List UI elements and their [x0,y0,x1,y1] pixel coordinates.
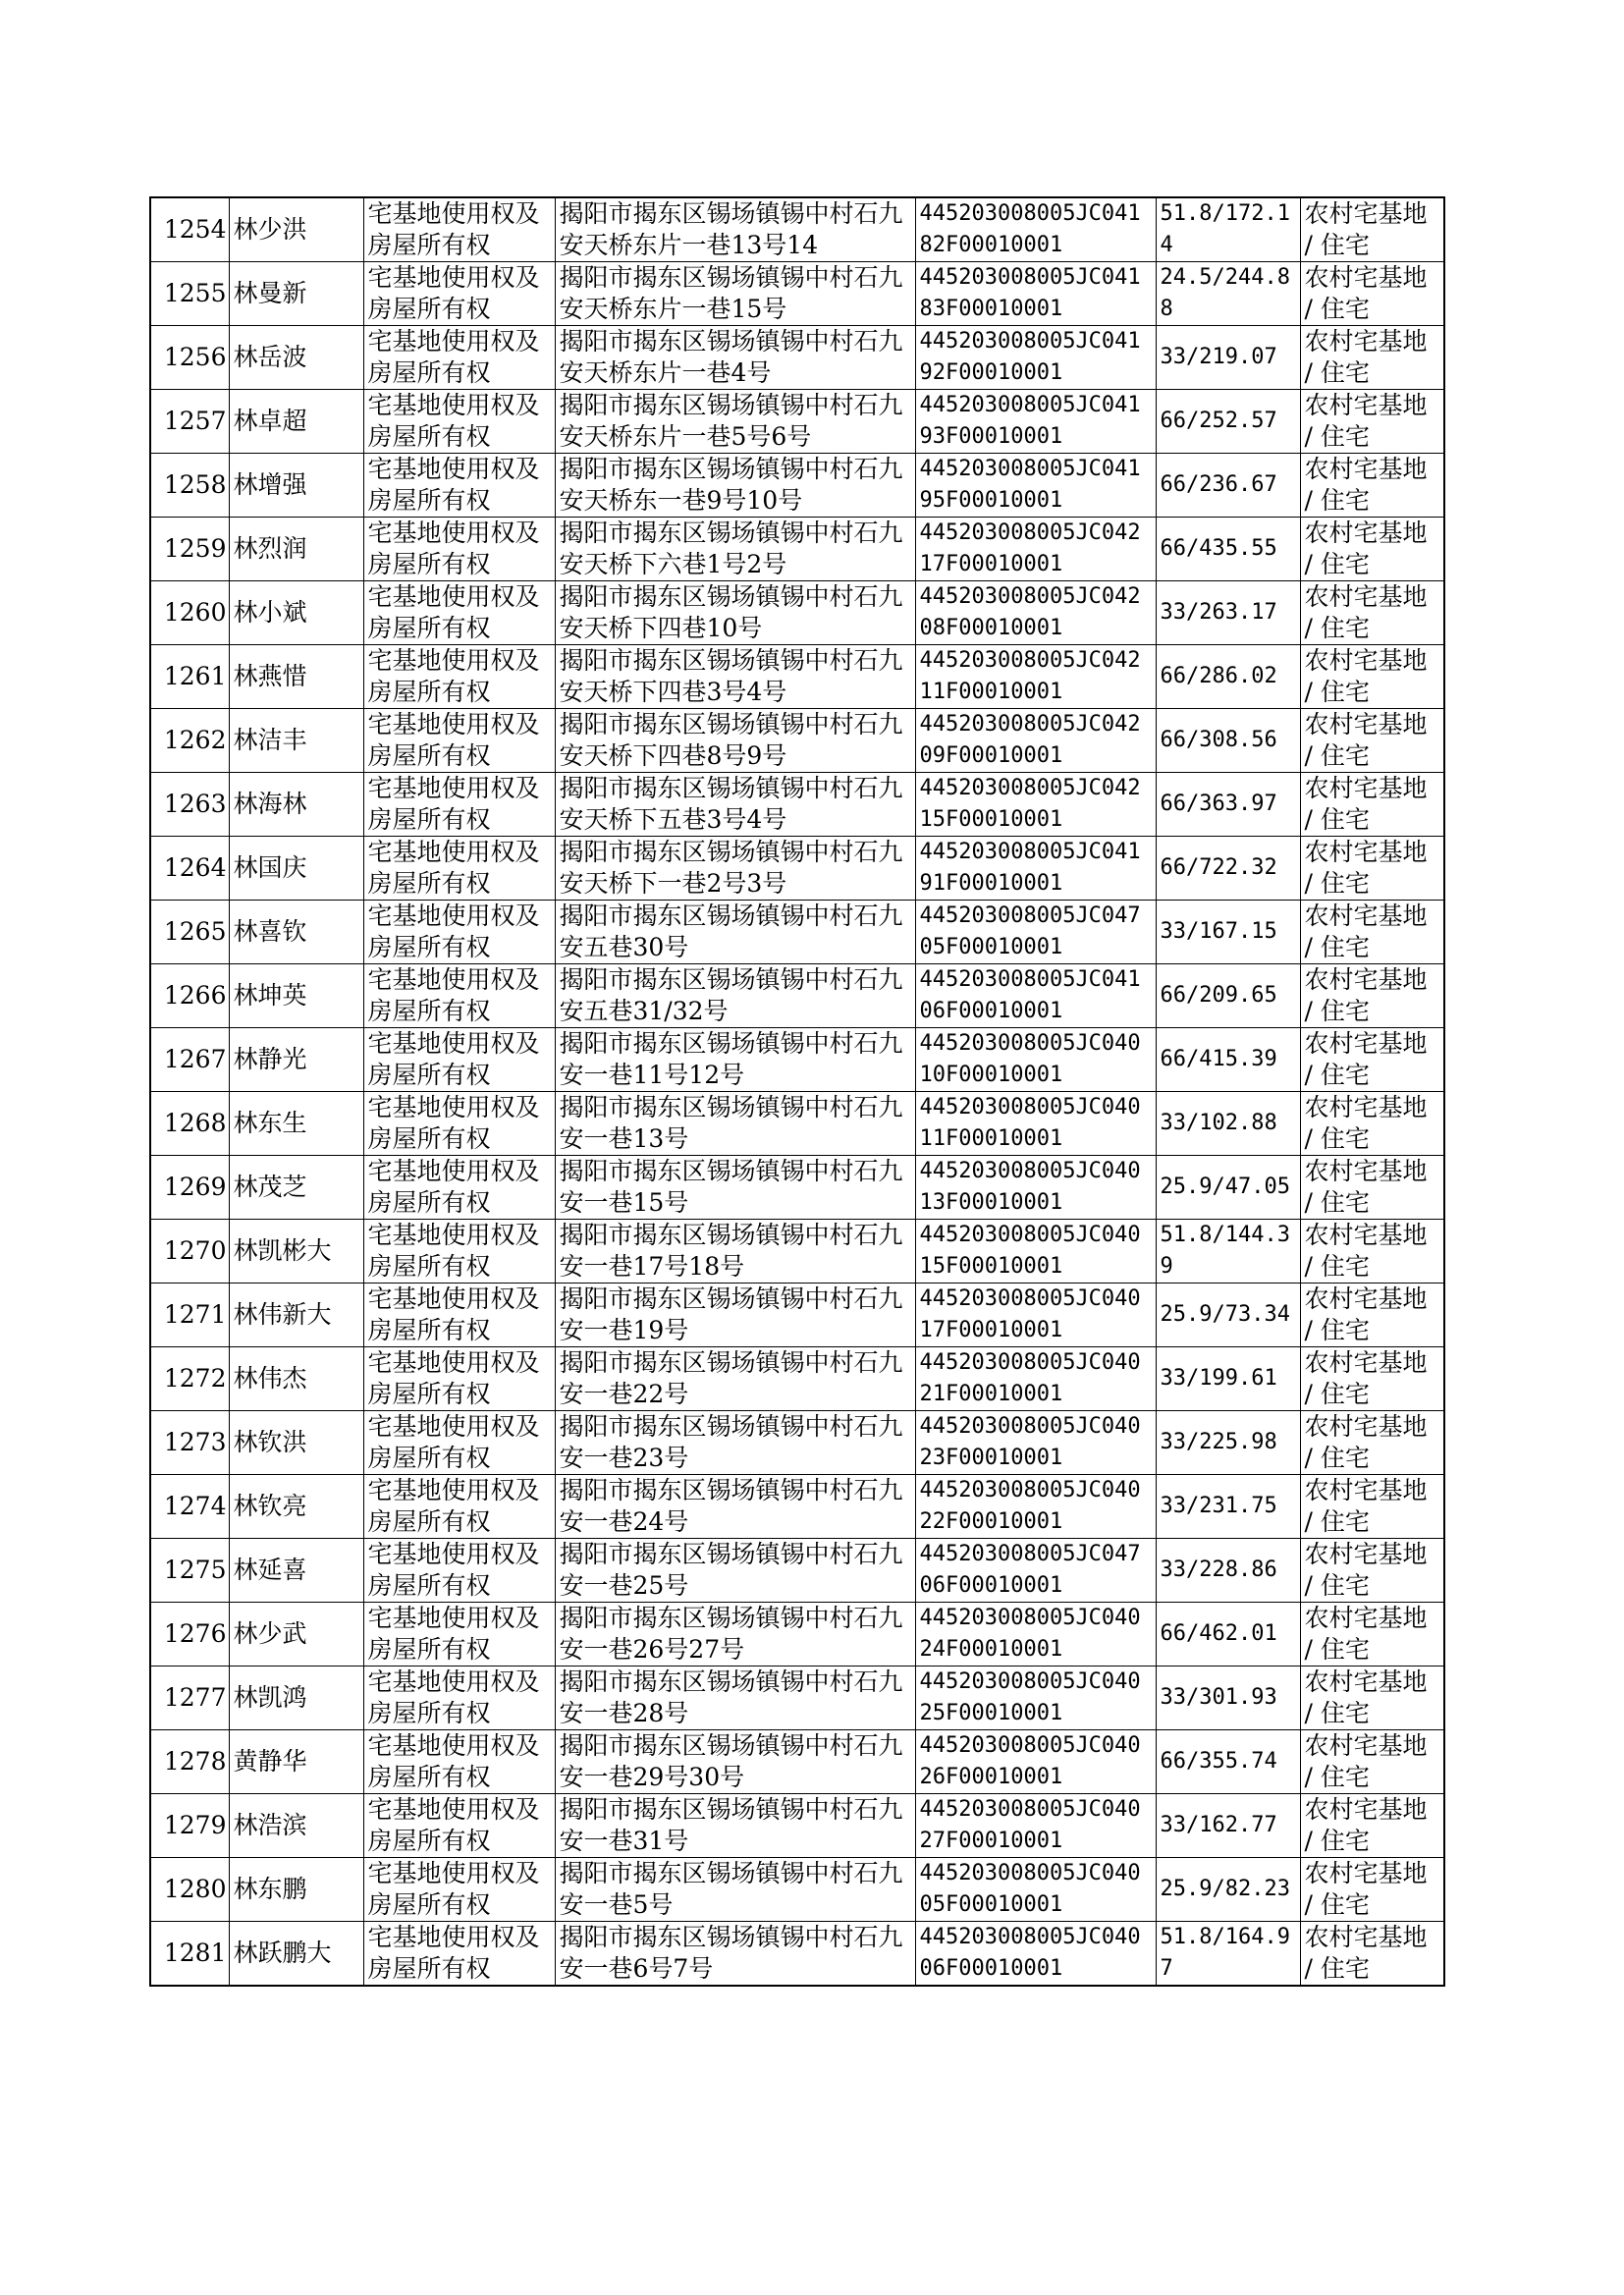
unit-code-cell: 445203008005JC04706F00010001 [915,1539,1156,1603]
owner-name-cell: 林东鹏 [229,1858,363,1922]
land-use-cell: 农村宅基地 / 住宅 [1300,1284,1444,1347]
land-use-cell: 农村宅基地 / 住宅 [1300,1794,1444,1858]
right-type-cell: 宅基地使用权及房屋所有权 [363,1539,555,1603]
property-address-cell: 揭阳市揭东区锡场镇锡中村石九安一巷17号18号 [555,1220,915,1284]
land-use-cell: 农村宅基地 / 住宅 [1300,901,1444,964]
record-number-cell: 1268 [150,1092,229,1156]
right-type-cell: 宅基地使用权及房屋所有权 [363,454,555,518]
area-value-cell: 33/225.98 [1156,1411,1300,1475]
owner-name-cell: 林伟杰 [229,1347,363,1411]
owner-name-cell: 林小斌 [229,581,363,645]
property-address-cell: 揭阳市揭东区锡场镇锡中村石九安天桥下一巷2号3号 [555,837,915,901]
land-use-cell: 农村宅基地 / 住宅 [1300,454,1444,518]
right-type-cell: 宅基地使用权及房屋所有权 [363,390,555,454]
property-address-cell: 揭阳市揭东区锡场镇锡中村石九安一巷22号 [555,1347,915,1411]
table-row [150,709,1444,773]
table-row [150,1028,1444,1092]
right-type-cell: 宅基地使用权及房屋所有权 [363,901,555,964]
property-address-cell: 揭阳市揭东区锡场镇锡中村石九安一巷25号 [555,1539,915,1603]
property-address-cell: 揭阳市揭东区锡场镇锡中村石九安天桥东一巷9号10号 [555,454,915,518]
table-row [150,326,1444,390]
record-number-cell: 1273 [150,1411,229,1475]
table-row [150,1730,1444,1794]
right-type-cell: 宅基地使用权及房屋所有权 [363,1220,555,1284]
land-use-cell: 农村宅基地 / 住宅 [1300,1730,1444,1794]
record-number-cell: 1260 [150,581,229,645]
unit-code-cell: 445203008005JC04183F00010001 [915,262,1156,326]
property-address-cell: 揭阳市揭东区锡场镇锡中村石九安一巷28号 [555,1667,915,1730]
record-number-cell: 1263 [150,773,229,837]
property-address-cell: 揭阳市揭东区锡场镇锡中村石九安一巷24号 [555,1475,915,1539]
table-row [150,197,1444,262]
table-row [150,390,1444,454]
record-number-cell: 1267 [150,1028,229,1092]
owner-name-cell: 林少武 [229,1603,363,1667]
land-use-cell: 农村宅基地 / 住宅 [1300,518,1444,581]
table-row [150,1156,1444,1220]
unit-code-cell: 445203008005JC04010F00010001 [915,1028,1156,1092]
unit-code-cell: 445203008005JC04192F00010001 [915,326,1156,390]
record-number-cell: 1258 [150,454,229,518]
record-number-cell: 1262 [150,709,229,773]
table-row [150,1411,1444,1475]
table-row [150,1092,1444,1156]
area-value-cell: 25.9/47.05 [1156,1156,1300,1220]
right-type-cell: 宅基地使用权及房屋所有权 [363,1667,555,1730]
area-value-cell: 66/209.65 [1156,964,1300,1028]
unit-code-cell: 445203008005JC04017F00010001 [915,1284,1156,1347]
right-type-cell: 宅基地使用权及房屋所有权 [363,1028,555,1092]
area-value-cell: 51.8/144.39 [1156,1220,1300,1284]
unit-code-cell: 445203008005JC04106F00010001 [915,964,1156,1028]
property-address-cell: 揭阳市揭东区锡场镇锡中村石九安天桥下六巷1号2号 [555,518,915,581]
area-value-cell: 66/363.97 [1156,773,1300,837]
owner-name-cell: 林增强 [229,454,363,518]
unit-code-cell: 445203008005JC04195F00010001 [915,454,1156,518]
land-use-cell: 农村宅基地 / 住宅 [1300,645,1444,709]
property-address-cell: 揭阳市揭东区锡场镇锡中村石九安一巷6号7号 [555,1922,915,1987]
owner-name-cell: 林海林 [229,773,363,837]
record-number-cell: 1264 [150,837,229,901]
owner-name-cell: 林少洪 [229,197,363,262]
record-number-cell: 1257 [150,390,229,454]
area-value-cell: 66/435.55 [1156,518,1300,581]
right-type-cell: 宅基地使用权及房屋所有权 [363,1092,555,1156]
property-address-cell: 揭阳市揭东区锡场镇锡中村石九安五巷31/32号 [555,964,915,1028]
unit-code-cell: 445203008005JC04024F00010001 [915,1603,1156,1667]
table-row [150,645,1444,709]
owner-name-cell: 林喜钦 [229,901,363,964]
property-address-cell: 揭阳市揭东区锡场镇锡中村石九安天桥东片一巷13号14 [555,197,915,262]
table-row [150,1539,1444,1603]
owner-name-cell: 林凯鸿 [229,1667,363,1730]
owner-name-cell: 林曼新 [229,262,363,326]
record-number-cell: 1271 [150,1284,229,1347]
unit-code-cell: 445203008005JC04011F00010001 [915,1092,1156,1156]
unit-code-cell: 445203008005JC04211F00010001 [915,645,1156,709]
right-type-cell: 宅基地使用权及房屋所有权 [363,645,555,709]
owner-name-cell: 林岳波 [229,326,363,390]
right-type-cell: 宅基地使用权及房屋所有权 [363,262,555,326]
unit-code-cell: 445203008005JC04208F00010001 [915,581,1156,645]
register-table-body [150,197,1444,1986]
area-value-cell: 66/286.02 [1156,645,1300,709]
area-value-cell: 33/231.75 [1156,1475,1300,1539]
area-value-cell: 66/355.74 [1156,1730,1300,1794]
owner-name-cell: 林钦洪 [229,1411,363,1475]
land-use-cell: 农村宅基地 / 住宅 [1300,837,1444,901]
land-use-cell: 农村宅基地 / 住宅 [1300,390,1444,454]
right-type-cell: 宅基地使用权及房屋所有权 [363,1603,555,1667]
unit-code-cell: 445203008005JC04191F00010001 [915,837,1156,901]
land-use-cell: 农村宅基地 / 住宅 [1300,326,1444,390]
area-value-cell: 24.5/244.88 [1156,262,1300,326]
land-use-cell: 农村宅基地 / 住宅 [1300,709,1444,773]
property-address-cell: 揭阳市揭东区锡场镇锡中村石九安五巷30号 [555,901,915,964]
property-address-cell: 揭阳市揭东区锡场镇锡中村石九安一巷23号 [555,1411,915,1475]
unit-code-cell: 445203008005JC04015F00010001 [915,1220,1156,1284]
owner-name-cell: 林延喜 [229,1539,363,1603]
unit-code-cell: 445203008005JC04193F00010001 [915,390,1156,454]
record-number-cell: 1269 [150,1156,229,1220]
right-type-cell: 宅基地使用权及房屋所有权 [363,1347,555,1411]
record-number-cell: 1255 [150,262,229,326]
owner-name-cell: 黄静华 [229,1730,363,1794]
area-value-cell: 66/462.01 [1156,1603,1300,1667]
table-row [150,1794,1444,1858]
owner-name-cell: 林坤英 [229,964,363,1028]
record-number-cell: 1266 [150,964,229,1028]
property-address-cell: 揭阳市揭东区锡场镇锡中村石九安一巷11号12号 [555,1028,915,1092]
land-use-cell: 农村宅基地 / 住宅 [1300,1411,1444,1475]
right-type-cell: 宅基地使用权及房屋所有权 [363,964,555,1028]
area-value-cell: 25.9/73.34 [1156,1284,1300,1347]
owner-name-cell: 林凯彬大 [229,1220,363,1284]
unit-code-cell: 445203008005JC04025F00010001 [915,1667,1156,1730]
unit-code-cell: 445203008005JC04182F00010001 [915,197,1156,262]
property-address-cell: 揭阳市揭东区锡场镇锡中村石九安天桥下五巷3号4号 [555,773,915,837]
land-use-cell: 农村宅基地 / 住宅 [1300,1220,1444,1284]
area-value-cell: 66/236.67 [1156,454,1300,518]
area-value-cell: 25.9/82.23 [1156,1858,1300,1922]
record-number-cell: 1261 [150,645,229,709]
land-use-cell: 农村宅基地 / 住宅 [1300,1858,1444,1922]
table-row [150,773,1444,837]
land-use-cell: 农村宅基地 / 住宅 [1300,1475,1444,1539]
owner-name-cell: 林茂芝 [229,1156,363,1220]
area-value-cell: 66/415.39 [1156,1028,1300,1092]
land-use-cell: 农村宅基地 / 住宅 [1300,262,1444,326]
right-type-cell: 宅基地使用权及房屋所有权 [363,1858,555,1922]
owner-name-cell: 林静光 [229,1028,363,1092]
table-row [150,1603,1444,1667]
property-address-cell: 揭阳市揭东区锡场镇锡中村石九安一巷19号 [555,1284,915,1347]
record-number-cell: 1272 [150,1347,229,1411]
unit-code-cell: 445203008005JC04215F00010001 [915,773,1156,837]
record-number-cell: 1274 [150,1475,229,1539]
land-use-cell: 农村宅基地 / 住宅 [1300,197,1444,262]
land-use-cell: 农村宅基地 / 住宅 [1300,964,1444,1028]
property-address-cell: 揭阳市揭东区锡场镇锡中村石九安天桥下四巷10号 [555,581,915,645]
area-value-cell: 33/228.86 [1156,1539,1300,1603]
table-row [150,1220,1444,1284]
record-number-cell: 1275 [150,1539,229,1603]
property-address-cell: 揭阳市揭东区锡场镇锡中村石九安一巷29号30号 [555,1730,915,1794]
right-type-cell: 宅基地使用权及房屋所有权 [363,709,555,773]
unit-code-cell: 445203008005JC04027F00010001 [915,1794,1156,1858]
land-use-cell: 农村宅基地 / 住宅 [1300,1922,1444,1987]
land-use-cell: 农村宅基地 / 住宅 [1300,1028,1444,1092]
register-table [149,196,1445,1987]
land-use-cell: 农村宅基地 / 住宅 [1300,1347,1444,1411]
right-type-cell: 宅基地使用权及房屋所有权 [363,518,555,581]
record-number-cell: 1254 [150,197,229,262]
land-use-cell: 农村宅基地 / 住宅 [1300,1667,1444,1730]
unit-code-cell: 445203008005JC04005F00010001 [915,1858,1156,1922]
record-number-cell: 1276 [150,1603,229,1667]
table-row [150,1922,1444,1987]
land-use-cell: 农村宅基地 / 住宅 [1300,1539,1444,1603]
record-number-cell: 1277 [150,1667,229,1730]
right-type-cell: 宅基地使用权及房屋所有权 [363,837,555,901]
right-type-cell: 宅基地使用权及房屋所有权 [363,197,555,262]
area-value-cell: 33/219.07 [1156,326,1300,390]
area-value-cell: 33/162.77 [1156,1794,1300,1858]
record-number-cell: 1259 [150,518,229,581]
table-row [150,1667,1444,1730]
right-type-cell: 宅基地使用权及房屋所有权 [363,1284,555,1347]
record-number-cell: 1256 [150,326,229,390]
owner-name-cell: 林卓超 [229,390,363,454]
owner-name-cell: 林浩滨 [229,1794,363,1858]
area-value-cell: 33/167.15 [1156,901,1300,964]
table-row [150,964,1444,1028]
area-value-cell: 33/199.61 [1156,1347,1300,1411]
property-address-cell: 揭阳市揭东区锡场镇锡中村石九安一巷5号 [555,1858,915,1922]
record-number-cell: 1270 [150,1220,229,1284]
property-address-cell: 揭阳市揭东区锡场镇锡中村石九安天桥东片一巷15号 [555,262,915,326]
owner-name-cell: 林国庆 [229,837,363,901]
owner-name-cell: 林伟新大 [229,1284,363,1347]
table-row [150,901,1444,964]
table-row [150,1475,1444,1539]
record-number-cell: 1279 [150,1794,229,1858]
property-address-cell: 揭阳市揭东区锡场镇锡中村石九安天桥下四巷8号9号 [555,709,915,773]
unit-code-cell: 445203008005JC04026F00010001 [915,1730,1156,1794]
unit-code-cell: 445203008005JC04209F00010001 [915,709,1156,773]
area-value-cell: 33/301.93 [1156,1667,1300,1730]
owner-name-cell: 林钦亮 [229,1475,363,1539]
land-use-cell: 农村宅基地 / 住宅 [1300,1156,1444,1220]
owner-name-cell: 林烈润 [229,518,363,581]
record-number-cell: 1265 [150,901,229,964]
area-value-cell: 66/308.56 [1156,709,1300,773]
property-address-cell: 揭阳市揭东区锡场镇锡中村石九安天桥东片一巷4号 [555,326,915,390]
record-number-cell: 1278 [150,1730,229,1794]
right-type-cell: 宅基地使用权及房屋所有权 [363,1475,555,1539]
owner-name-cell: 林洁丰 [229,709,363,773]
table-row [150,837,1444,901]
area-value-cell: 33/102.88 [1156,1092,1300,1156]
area-value-cell: 51.8/172.14 [1156,197,1300,262]
unit-code-cell: 445203008005JC04013F00010001 [915,1156,1156,1220]
area-value-cell: 33/263.17 [1156,581,1300,645]
right-type-cell: 宅基地使用权及房屋所有权 [363,1730,555,1794]
land-use-cell: 农村宅基地 / 住宅 [1300,773,1444,837]
record-number-cell: 1280 [150,1858,229,1922]
table-row [150,581,1444,645]
right-type-cell: 宅基地使用权及房屋所有权 [363,326,555,390]
unit-code-cell: 445203008005JC04006F00010001 [915,1922,1156,1987]
right-type-cell: 宅基地使用权及房屋所有权 [363,1156,555,1220]
unit-code-cell: 445203008005JC04705F00010001 [915,901,1156,964]
owner-name-cell: 林东生 [229,1092,363,1156]
area-value-cell: 51.8/164.97 [1156,1922,1300,1987]
owner-name-cell: 林燕惜 [229,645,363,709]
right-type-cell: 宅基地使用权及房屋所有权 [363,1922,555,1987]
property-address-cell: 揭阳市揭东区锡场镇锡中村石九安天桥下四巷3号4号 [555,645,915,709]
table-row [150,1347,1444,1411]
land-use-cell: 农村宅基地 / 住宅 [1300,1092,1444,1156]
property-address-cell: 揭阳市揭东区锡场镇锡中村石九安一巷15号 [555,1156,915,1220]
right-type-cell: 宅基地使用权及房屋所有权 [363,581,555,645]
area-value-cell: 66/722.32 [1156,837,1300,901]
unit-code-cell: 445203008005JC04022F00010001 [915,1475,1156,1539]
owner-name-cell: 林跃鹏大 [229,1922,363,1987]
land-use-cell: 农村宅基地 / 住宅 [1300,581,1444,645]
table-row [150,1284,1444,1347]
table-row [150,518,1444,581]
property-address-cell: 揭阳市揭东区锡场镇锡中村石九安天桥东片一巷5号6号 [555,390,915,454]
land-use-cell: 农村宅基地 / 住宅 [1300,1603,1444,1667]
right-type-cell: 宅基地使用权及房屋所有权 [363,1794,555,1858]
property-address-cell: 揭阳市揭东区锡场镇锡中村石九安一巷31号 [555,1794,915,1858]
right-type-cell: 宅基地使用权及房屋所有权 [363,1411,555,1475]
unit-code-cell: 445203008005JC04217F00010001 [915,518,1156,581]
table-row [150,1858,1444,1922]
unit-code-cell: 445203008005JC04021F00010001 [915,1347,1156,1411]
area-value-cell: 66/252.57 [1156,390,1300,454]
property-address-cell: 揭阳市揭东区锡场镇锡中村石九安一巷26号27号 [555,1603,915,1667]
right-type-cell: 宅基地使用权及房屋所有权 [363,773,555,837]
property-address-cell: 揭阳市揭东区锡场镇锡中村石九安一巷13号 [555,1092,915,1156]
record-number-cell: 1281 [150,1922,229,1987]
table-row [150,262,1444,326]
table-row [150,454,1444,518]
unit-code-cell: 445203008005JC04023F00010001 [915,1411,1156,1475]
